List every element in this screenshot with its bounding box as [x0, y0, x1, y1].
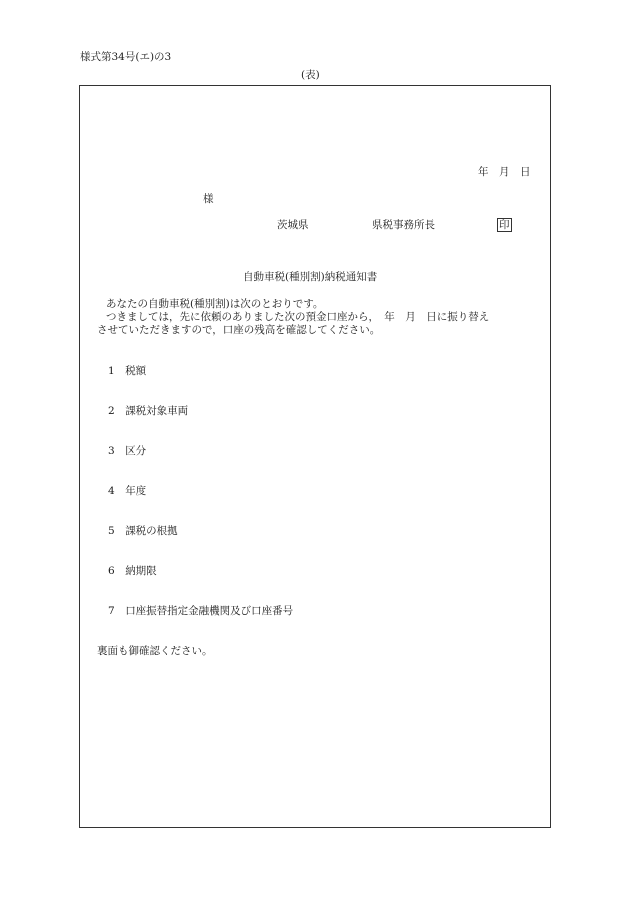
item-label: 年度: [125, 485, 147, 497]
item-number: 6: [108, 565, 115, 577]
item-1: [108, 365, 146, 378]
document-frame: [79, 85, 551, 828]
item-5: [108, 525, 178, 538]
side-label: (表): [301, 69, 320, 81]
issuer-prefecture: 茨城県: [277, 219, 309, 231]
item-2: [108, 405, 188, 418]
item-label: 区分: [125, 445, 147, 457]
item-label: 納期限: [125, 565, 157, 577]
seal-mark: [497, 218, 512, 232]
item-label: 税額: [125, 365, 147, 377]
body-line-3: させていただきますので，口座の残高を確認してください。: [97, 324, 381, 336]
item-label: 課税の根拠: [125, 525, 178, 537]
body-line-1: あなたの自動車税(種別割)は次のとおりです。: [106, 298, 324, 310]
item-6: [108, 565, 157, 578]
item-number: 3: [108, 445, 115, 457]
item-3: [108, 445, 146, 458]
item-label: 口座振替指定金融機関及び口座番号: [125, 605, 294, 617]
item-number: 5: [108, 525, 115, 537]
item-7: [108, 605, 293, 618]
issuer-office-head: 県税事務所長: [372, 219, 435, 231]
item-number: 4: [108, 485, 115, 497]
body-line-2: つきましては，先に依頼のありました次の預金口座から， 年 月 日に振り替え: [106, 311, 490, 323]
item-number: 7: [108, 605, 115, 617]
item-number: 2: [108, 405, 115, 417]
item-label: 課税対象車両: [125, 405, 189, 417]
date-line: 年 月 日: [478, 166, 531, 178]
item-number: 1: [108, 365, 115, 377]
seal-label: 印: [499, 219, 510, 231]
addressee-suffix: 様: [203, 193, 214, 205]
item-4: [108, 485, 146, 498]
form-number: 様式第34号(エ)の3: [80, 51, 172, 63]
footer-note: 裏面も御確認ください。: [97, 645, 213, 657]
document-title: 自動車税(種別割)納税通知書: [243, 271, 378, 283]
